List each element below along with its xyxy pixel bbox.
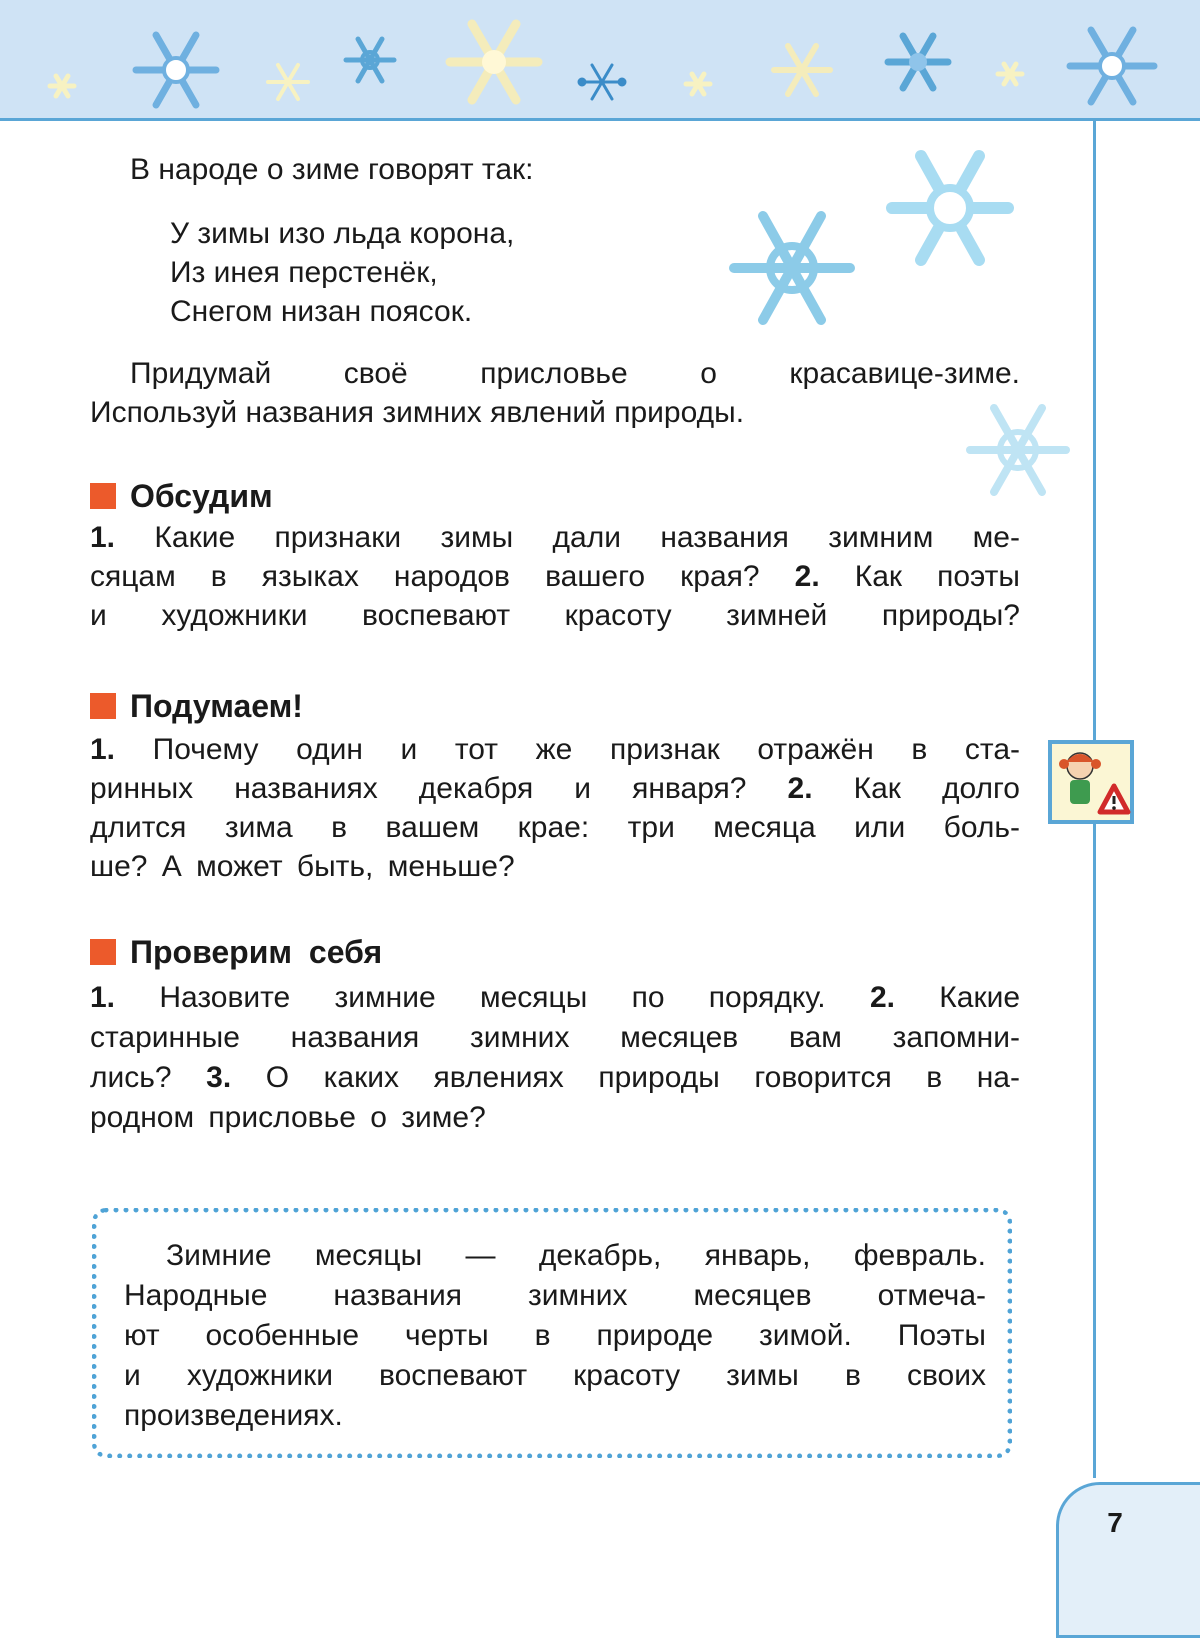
page-number-tab [1056,1482,1200,1638]
section-heading-think: Подумаем! [90,686,303,726]
snowflake-icon [774,46,830,94]
summary-line: произведениях. [124,1399,343,1432]
summary-line: Народные названия зимних месяцев отмеча- [124,1279,986,1312]
snowflake-icon [720,200,870,340]
snowflake-icon [579,65,625,99]
poem-line: Из инея перстенёк, [170,256,438,289]
snowflake-icon [1070,30,1154,102]
think-line: 1. Почему один и тот же признак отражён в ста- [90,733,1020,766]
section-heading-check: Проверим себя [90,932,382,972]
snowflake-icon [998,64,1022,84]
snowflake-icon [962,396,1082,506]
check-line: родном присловье о зиме? [90,1101,486,1134]
section-marker [90,693,116,719]
task-line: Придумай своё присловье о красавице-зиме. [130,357,1020,390]
check-line: 1. Назовите зимние месяцы по порядку. 2. Какие [90,981,1021,1014]
snowflake-icon [50,76,74,96]
summary-line: и художники воспевают красоту зимы в своих [124,1359,986,1392]
section-heading-discuss: Обсудим [90,476,273,516]
check-line: лись? 3. О каких явлениях природы говорится в на- [90,1061,1020,1094]
snowflake-icon [450,24,538,100]
poem-line: Снегом низан поясок. [170,295,473,328]
section-marker [90,939,116,965]
snowflake-icon [268,65,308,99]
poem-line: У зимы изо льда корона, [170,217,515,250]
section-marker [90,483,116,509]
summary-line: ют особенные черты в природе зимой. Поэты [124,1319,986,1352]
intro-lead: В народе о зиме говорят так: [130,153,534,186]
page-number: 7 [1107,1507,1123,1538]
snowflake-icon [346,39,394,81]
think-line: ринных названиях декабря и января? 2. Как долго [90,772,1020,805]
header-banner [0,0,1200,121]
snowflake-icon [888,36,948,88]
task-line: Используй названия зимних явлений природы. [90,396,745,429]
banner-snowflakes [0,0,1200,118]
think-line: длится зима в вашем крае: три месяца или боль- [90,811,1020,844]
girl-warning-sign-icon [1048,740,1134,824]
snowflake-icon [880,138,1020,278]
discuss-line: и художники воспевают красоту зимней природы? [90,599,1020,632]
snowflake-icon [686,74,710,94]
discuss-line: 1. Какие признаки зимы дали названия зимним ме- [90,521,1020,554]
check-line: старинные названия зимних месяцев вам запомни- [90,1021,1020,1054]
snowflake-icon [136,35,216,105]
summary-line: Зимние месяцы — декабрь, январь, февраль. [166,1239,986,1272]
discuss-line: сяцам в языках народов вашего края? 2. Как поэты [90,560,1020,593]
think-line: ше? А может быть, меньше? [90,850,515,883]
